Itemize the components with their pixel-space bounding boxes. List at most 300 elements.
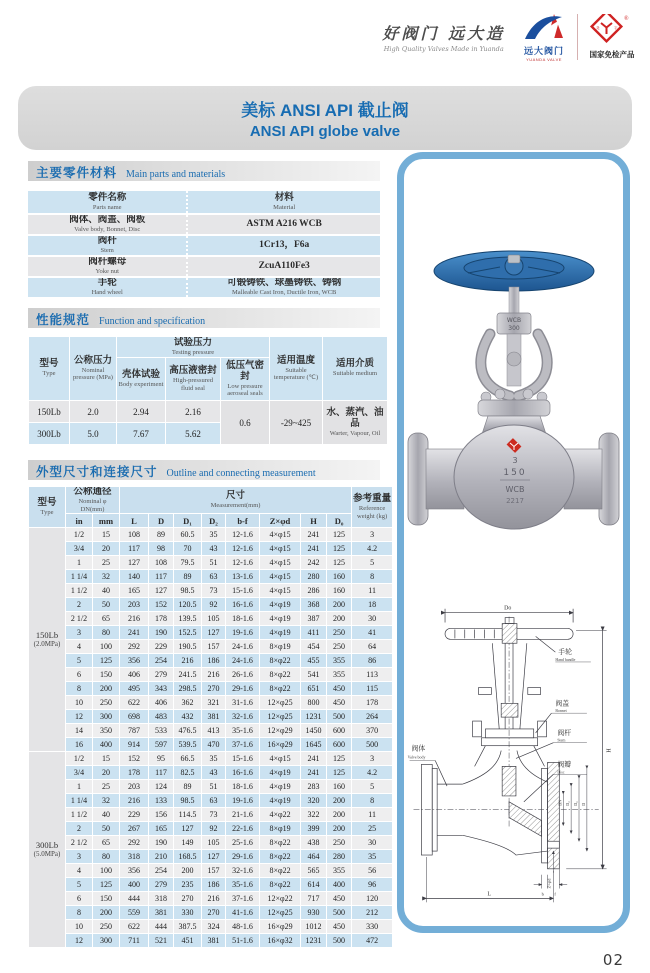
spec-header-row-1 [29,337,387,357]
dim-row [29,696,392,709]
dim-cell: 250 [100,922,112,931]
dim-cell: 60.5 [180,530,195,539]
dim-cell: 286 [307,586,320,595]
dim-cell: 5 [370,782,375,791]
dim-cell: 381 [207,936,220,945]
dim-cell: 8×φ22 [269,866,291,875]
svg-text:Stem: Stem [557,737,566,743]
dim-header-row-1 [29,487,392,513]
dim-cell: 24-1.6 [232,642,253,651]
dim-cell: 330 [366,922,379,931]
dim-cell: 300 [100,712,112,721]
dim-cell: 1012 [305,922,322,931]
dim-cell: 35-1.6 [232,880,253,889]
dim-cell: 787 [128,726,141,735]
dim-cell: 8 [77,908,81,917]
dim-cell: 190 [155,838,168,847]
globe-valve-photo [404,163,623,593]
dim-cell: 35 [209,530,218,539]
part-name-cell: 手轮 Hand wheel [91,278,123,297]
dim-cell: 324 [207,922,220,931]
dim-row [29,528,392,541]
section-outline-en: Outline and connecting measurement [166,468,316,479]
svg-text:阀瓣: 阀瓣 [557,761,572,769]
badge-char-right: 字 [614,26,618,30]
dim-cell: 80 [102,628,110,637]
dim-cell: 80 [102,852,110,861]
dim-cell: 157 [207,866,220,875]
badge-label: 国家免检产品 [589,50,635,59]
dim-cell: 16-1.6 [232,768,253,777]
dim-cell: 1231 [305,936,322,945]
dim-cell: 203 [128,782,141,791]
yuanda-logo-cn: 远大阀门 [523,46,564,56]
spec-col-testing: 试验压力 Testing pressure [117,337,269,357]
dim-cell: 438 [307,838,320,847]
dim-cell: 651 [307,684,320,693]
dim-cell: 280 [333,852,346,861]
dim-cell: 66.5 [180,754,195,763]
section-parts-header [28,161,380,181]
dim-cell: 521 [155,936,168,945]
dimension-table [28,486,393,948]
dim-cell: 6 [77,670,81,679]
dim-cell: 4×φ15 [269,544,291,553]
product-panel [397,152,630,933]
dim-cell: 381 [207,712,220,721]
dim-cell: 229 [128,810,141,819]
dim-cell: 472 [366,936,379,945]
dim-cell: 14 [75,726,83,735]
dim-cell: 12×φ25 [267,712,293,721]
dim-subcol-D1: D₁ [174,514,201,527]
parts-row [28,215,380,234]
dim-cell: 8 [77,684,81,693]
dim-cell: 65 [102,838,110,847]
dim-cell: 450 [333,894,346,903]
body-mark-class: 150 [503,468,527,478]
part-name-cell: 阀杆 Stem [97,236,117,255]
dim-cell: 399 [307,824,320,833]
dim-cell: 241 [307,544,320,553]
dim-cell: 16-1.6 [232,600,253,609]
dim-cell: 65 [102,614,110,623]
dim-cell: 117 [128,544,140,553]
dim-cell: 533 [155,726,168,735]
dim-cell: 18-1.6 [232,614,253,623]
drawing-label-stem [516,728,587,759]
dim-row [29,878,392,891]
parts-name-header: 零件名称 Parts name [28,191,186,213]
dim-cell: 200 [333,824,346,833]
dim-cell: 25-1.6 [232,838,253,847]
dim-cell: 4×φ15 [269,754,291,763]
dim-cell: 40 [102,586,110,595]
dim-cell: 4 [77,642,81,651]
pressure-class-cell: 300Lb (5.0MPa) [29,752,65,947]
part-name-cell: 阀体、阀盖、阀板 Valve body, Bonnet, Disc [69,215,146,234]
dim-cell: 292 [128,642,141,651]
spec-row-150lb [29,401,387,422]
dim-cell: 35 [368,852,377,861]
dim-cell: 21-1.6 [232,810,253,819]
dim-cell: 125 [333,754,346,763]
dim-cell: 70 [183,544,192,553]
dim-cell: 8×φ22 [269,838,291,847]
dim-cell: 20 [102,768,110,777]
dim-subcol-L: L [120,514,148,527]
dim-cell: 600 [333,726,346,735]
registered-mark: ® [624,16,629,22]
dim-cell: 8×φ22 [269,656,291,665]
dim-cell: 4.2 [367,768,378,777]
dim-cell: 400 [100,740,112,749]
dim-row [29,612,392,625]
dim-row [29,808,392,821]
dim-subcol-D0: D₀ [327,514,351,527]
spec-col-high: 高压液密封 High-pressured fluid seal [166,358,220,400]
dim-cell: 178 [155,614,168,623]
dim-cell: 500 [366,740,379,749]
dim-cell: 250 [333,642,346,651]
dim-label-do: Do [504,605,512,612]
drawing-label-valve-body [408,744,447,786]
dim-cell: 4×φ19 [269,782,291,791]
dim-cell: 330 [181,908,194,917]
dim-cell: 115 [366,684,378,693]
svg-text:阀杆: 阀杆 [557,729,572,737]
spec-cell: 2.0 [70,401,116,422]
brand-slogan [382,21,505,53]
slogan-chinese: 好阀门 远大造 [382,24,505,43]
dim-cell: 212 [366,908,379,917]
dim-cell: 10 [75,698,83,707]
dim-cell: 125 [100,656,112,665]
dim-cell: 37-1.6 [232,894,253,903]
dim-cell: 279 [155,670,168,679]
dim-cell: 565 [307,866,320,875]
dim-cell: 8×φ22 [269,670,291,679]
dim-cell: 51-1.6 [232,936,253,945]
parts-row [28,278,380,297]
dim-cell: 22-1.6 [232,824,253,833]
spec-cell: 150Lb [29,401,69,422]
dim-col-weight: 参考重量 Reference weight (kg) [352,487,392,527]
spec-cell: 5.62 [166,423,220,444]
dim-cell: 149 [181,838,194,847]
dim-cell: 356 [128,656,141,665]
dim-cell: 12×φ25 [267,908,293,917]
dim-header-row-2 [29,514,392,527]
dim-cell: 114.5 [178,810,197,819]
svg-text:Hand handle: Hand handle [555,656,576,662]
dim-cell: 622 [128,922,141,931]
dim-cell: 500 [333,712,346,721]
dim-cell: 203 [128,600,141,609]
dim-cell: 4×φ15 [269,572,291,581]
dim-label-dn: DN [557,799,563,806]
body-mark-heat: 2217 [506,497,524,505]
spec-cell: 2.94 [117,401,165,422]
dim-cell: 26-1.6 [232,670,253,679]
dim-cell: 283 [307,782,320,791]
dim-cell: 454 [307,642,320,651]
dim-cell: 264 [366,712,379,721]
dim-cell: 800 [307,698,320,707]
dim-cell: 152.5 [178,628,197,637]
dim-cell: 157 [207,642,220,651]
dim-cell: 241.5 [178,670,197,679]
dim-cell: 2 [77,600,81,609]
dim-cell: 125 [100,880,112,889]
dim-cell: 105 [207,838,220,847]
svg-text:Bonnet: Bonnet [555,708,567,714]
dim-row [29,766,392,779]
dim-cell: 86 [368,656,377,665]
dim-cell: 16 [75,740,83,749]
dim-cell: 3/4 [73,768,85,777]
dim-cell: 48-1.6 [232,922,253,931]
yuanda-logo-en: YUANDA VALVE [526,57,562,62]
spec-col-low: 低压气密封 Low pressure aeroseal seals [221,358,269,400]
dim-cell: 1 1/2 [70,586,88,595]
dim-cell: 100 [100,642,112,651]
dim-cell: 10 [75,922,83,931]
dim-cell: 29-1.6 [232,852,253,861]
dim-row [29,794,392,807]
dim-cell: 73 [209,586,218,595]
parts-row [28,257,380,276]
dim-cell: 3 [77,628,81,637]
stem-and-yoke [481,287,547,396]
spec-table [28,336,388,445]
dim-col-type: 型号 Type [29,487,65,527]
valve-body [408,425,619,529]
dim-cell: 37-1.6 [232,740,253,749]
dim-cell: 89 [157,530,166,539]
dim-row [29,556,392,569]
dim-cell: 254 [155,866,168,875]
dim-cell: 914 [128,740,141,749]
dim-row [29,934,392,947]
dim-cell: 250 [100,698,112,707]
dim-cell: 160 [333,782,346,791]
dim-cell: 8×φ22 [269,684,291,693]
dim-cell: 190 [155,628,168,637]
dim-cell: 4 [77,866,81,875]
spec-cell: 300Lb [29,423,69,444]
dim-cell: 450 [333,684,346,693]
dim-label-l: L [487,891,492,898]
dim-cell: 95 [157,754,166,763]
dim-subcol-in: in [66,514,92,527]
dim-cell: 98.5 [180,586,195,595]
globe-valve-drawing [404,593,623,923]
dim-cell: 5 [77,880,81,889]
dim-subcol-mm: mm [93,514,119,527]
page-header [382,12,636,62]
section-spec-cn: 性能规范 [36,313,91,327]
parts-row [28,236,380,255]
dim-row [29,752,392,765]
dim-cell: 355 [333,656,346,665]
dim-cell: 73 [209,810,218,819]
dim-label-d2: D₂ [565,801,571,806]
dim-cell: 4×φ15 [269,586,291,595]
dim-cell: 322 [307,810,320,819]
dim-cell: 216 [128,614,141,623]
dim-cell: 254 [155,656,168,665]
dim-cell: 355 [333,670,346,679]
dim-cell: 12-1.6 [232,558,253,567]
dim-cell: 200 [333,810,346,819]
dim-cell: 25 [102,782,110,791]
dim-cell: 1 1/4 [70,572,88,581]
dim-cell: 8 [370,572,375,581]
dim-cell: 127 [181,824,194,833]
dim-cell: 113 [366,670,378,679]
spec-low-pressure-value: 0.6 [221,401,269,444]
dim-cell: 98.5 [180,796,195,805]
dim-cell: 133 [155,796,168,805]
dim-cell: 31-1.6 [232,698,253,707]
dim-cell: 8×φ19 [269,642,291,651]
dim-cell: 108 [128,530,141,539]
dim-cell: 717 [307,894,320,903]
dim-cell: 3/4 [73,544,85,553]
dim-cell: 356 [128,866,141,875]
dim-cell: 41 [368,628,377,637]
dim-cell: 15 [102,530,110,539]
dim-cell: 614 [307,880,320,889]
dim-cell: 1 1/4 [70,796,88,805]
dim-cell: 483 [155,712,168,721]
dim-subcol-bf: b-f [226,514,259,527]
dim-cell: 20 [102,544,110,553]
dim-row [29,598,392,611]
dim-cell: 622 [128,698,141,707]
part-name-cell: 阀杆螺母 Yoke nut [88,257,127,276]
dim-cell: 43 [209,768,218,777]
dim-cell: 30 [368,838,377,847]
dim-cell: 229 [155,642,168,651]
dim-cell: 79.5 [180,558,195,567]
dim-label-d1: D₁ [573,801,579,806]
dim-cell: 298.5 [178,684,197,693]
spec-cell: 7.67 [117,423,165,444]
dim-cell: 210 [155,852,168,861]
dim-cell: 12×φ25 [267,698,293,707]
dim-cell: 15-1.6 [232,586,253,595]
dim-cell: 15-1.6 [232,754,253,763]
spec-col-type: 型号 Type [29,337,69,400]
dim-row [29,710,392,723]
dim-row [29,920,392,933]
dim-cell: 216 [181,656,194,665]
dim-cell: 12 [75,936,83,945]
dim-cell: 32 [102,572,110,581]
dim-cell: 165 [155,824,168,833]
body-mark-material: WCB [505,485,525,494]
dim-cell: 495 [128,684,141,693]
dim-cell: 30 [368,614,377,623]
dim-cell: 444 [128,894,141,903]
dim-cell: 1/2 [73,530,85,539]
dim-cell: 178 [366,698,379,707]
dim-cell: 350 [100,726,112,735]
dim-cell: 150 [100,670,112,679]
dim-cell: 270 [207,684,220,693]
dim-cell: 270 [181,894,194,903]
dim-cell: 4×φ15 [269,530,291,539]
dim-cell: 127 [207,628,220,637]
dim-row [29,892,392,905]
dim-cell: 139.5 [178,614,197,623]
dim-cell: 1231 [305,712,322,721]
dim-cell: 411 [307,628,320,637]
dim-cell: 29-1.6 [232,684,253,693]
dim-row [29,626,392,639]
dim-cell: 4×φ19 [269,768,291,777]
dim-cell: 343 [155,684,168,693]
dim-cell: 279 [155,880,168,889]
dim-cell: 5 [370,558,375,567]
dim-row [29,906,392,919]
dim-row [29,584,392,597]
dim-cell: 11 [368,586,376,595]
dim-cell: 25 [102,558,110,567]
dim-cell: 92 [209,600,218,609]
dim-cell: 4×φ19 [269,628,291,637]
dim-cell: 200 [181,866,194,875]
page-number: 02 [602,951,624,969]
dim-cell: 597 [155,740,168,749]
dim-cell: 127 [207,852,220,861]
spec-temperature-value: -29~425 [270,401,322,444]
dim-cell: 280 [307,572,320,581]
dim-cell: 216 [207,670,220,679]
page-title-cn: 美标 ANSI API 截止阀 [241,101,409,120]
dim-cell: 4×φ19 [269,600,291,609]
dim-cell: 25 [368,824,377,833]
dim-cell: 150 [100,894,112,903]
dim-cell: 476.5 [178,726,197,735]
dim-cell: 450 [333,698,346,707]
dim-cell: 16×φ29 [267,740,293,749]
dim-cell: 241 [307,754,320,763]
dim-cell: 1 [77,558,81,567]
dim-cell: 241 [128,628,141,637]
page-title-en: ANSI API globe valve [249,123,401,140]
dim-cell: 96 [368,880,377,889]
dim-cell: 140 [128,572,141,581]
dim-cell: 127 [128,558,141,567]
dim-cell: 120.5 [178,600,197,609]
dim-row [29,780,392,793]
dim-cell: 156 [155,810,168,819]
dim-cell: 125 [333,530,346,539]
dim-row [29,836,392,849]
dim-row [29,654,392,667]
dim-cell: 2 [77,824,81,833]
dim-cell: 387.5 [178,922,197,931]
dim-cell: 35-1.6 [232,726,253,735]
dim-cell: 241 [307,768,320,777]
dim-cell: 216 [128,796,141,805]
part-material-cell: ZcuA110Fe3 [186,257,380,276]
dim-cell: 190.5 [178,642,197,651]
dim-cell: 200 [333,614,346,623]
